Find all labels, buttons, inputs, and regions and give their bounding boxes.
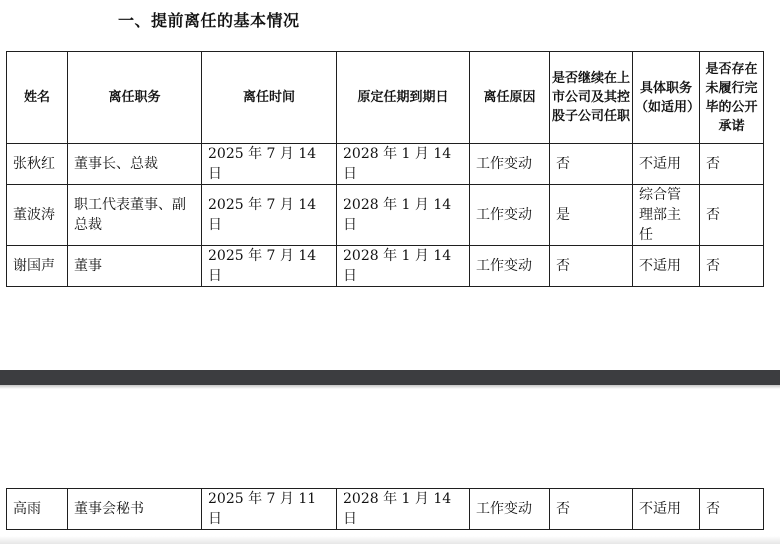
cell-position: 董事会秘书: [68, 489, 202, 530]
table-row: [7, 246, 764, 287]
table-row: [7, 489, 764, 530]
header-term-end-date: 原定任期到期日: [337, 52, 470, 144]
cell-reason: 工作变动: [470, 246, 550, 287]
section-title: 一、提前离任的基本情况: [118, 11, 300, 30]
header-name: 姓名: [7, 52, 68, 144]
page-break-divider: [0, 370, 780, 385]
cell-departure-date: 2025 年 7 月 11 日: [202, 489, 337, 530]
cell-term-end-date: 2028 年 1 月 14 日: [337, 489, 470, 530]
cell-position: 董事: [68, 246, 202, 287]
cell-specific-role: 不适用: [633, 489, 700, 530]
cell-reason: 工作变动: [470, 489, 550, 530]
cell-name: 董波涛: [7, 185, 68, 246]
cell-continue-serving: 否: [550, 144, 633, 185]
cell-term-end-date: 2028 年 1 月 14 日: [337, 144, 470, 185]
cell-specific-role: 不适用: [633, 246, 700, 287]
page-bottom-edge: [0, 536, 780, 544]
resignation-table-continued: [6, 488, 764, 530]
cell-term-end-date: 2028 年 1 月 14 日: [337, 246, 470, 287]
cell-specific-role: 综合管理部主任: [633, 185, 700, 246]
header-position: 离任职务: [68, 52, 202, 144]
table-row: [7, 185, 764, 246]
cell-position: 董事长、总裁: [68, 144, 202, 185]
cell-term-end-date: 2028 年 1 月 14 日: [337, 185, 470, 246]
header-specific-role: 具体职务（如适用）: [633, 52, 700, 144]
cell-unfulfilled-commitments: 否: [700, 246, 764, 287]
header-unfulfilled-commitments: 是否存在未履行完毕的公开承诺: [700, 52, 764, 144]
cell-name: 张秋红: [7, 144, 68, 185]
cell-departure-date: 2025 年 7 月 14 日: [202, 246, 337, 287]
cell-continue-serving: 否: [550, 246, 633, 287]
cell-continue-serving: 否: [550, 489, 633, 530]
cell-specific-role: 不适用: [633, 144, 700, 185]
header-reason: 离任原因: [470, 52, 550, 144]
resignation-table: [6, 51, 764, 287]
cell-reason: 工作变动: [470, 144, 550, 185]
cell-position: 职工代表董事、副总裁: [68, 185, 202, 246]
cell-departure-date: 2025 年 7 月 14 日: [202, 144, 337, 185]
cell-reason: 工作变动: [470, 185, 550, 246]
cell-unfulfilled-commitments: 否: [700, 489, 764, 530]
cell-departure-date: 2025 年 7 月 14 日: [202, 185, 337, 246]
cell-name: 谢国声: [7, 246, 68, 287]
header-departure-date: 离任时间: [202, 52, 337, 144]
table-row: [7, 144, 764, 185]
cell-name: 高雨: [7, 489, 68, 530]
table-header-row: [7, 52, 764, 144]
page-break-shadow: [0, 385, 780, 389]
cell-continue-serving: 是: [550, 185, 633, 246]
header-continue-serving: 是否继续在上市公司及其控股子公司任职: [550, 52, 633, 144]
cell-unfulfilled-commitments: 否: [700, 185, 764, 246]
cell-unfulfilled-commitments: 否: [700, 144, 764, 185]
